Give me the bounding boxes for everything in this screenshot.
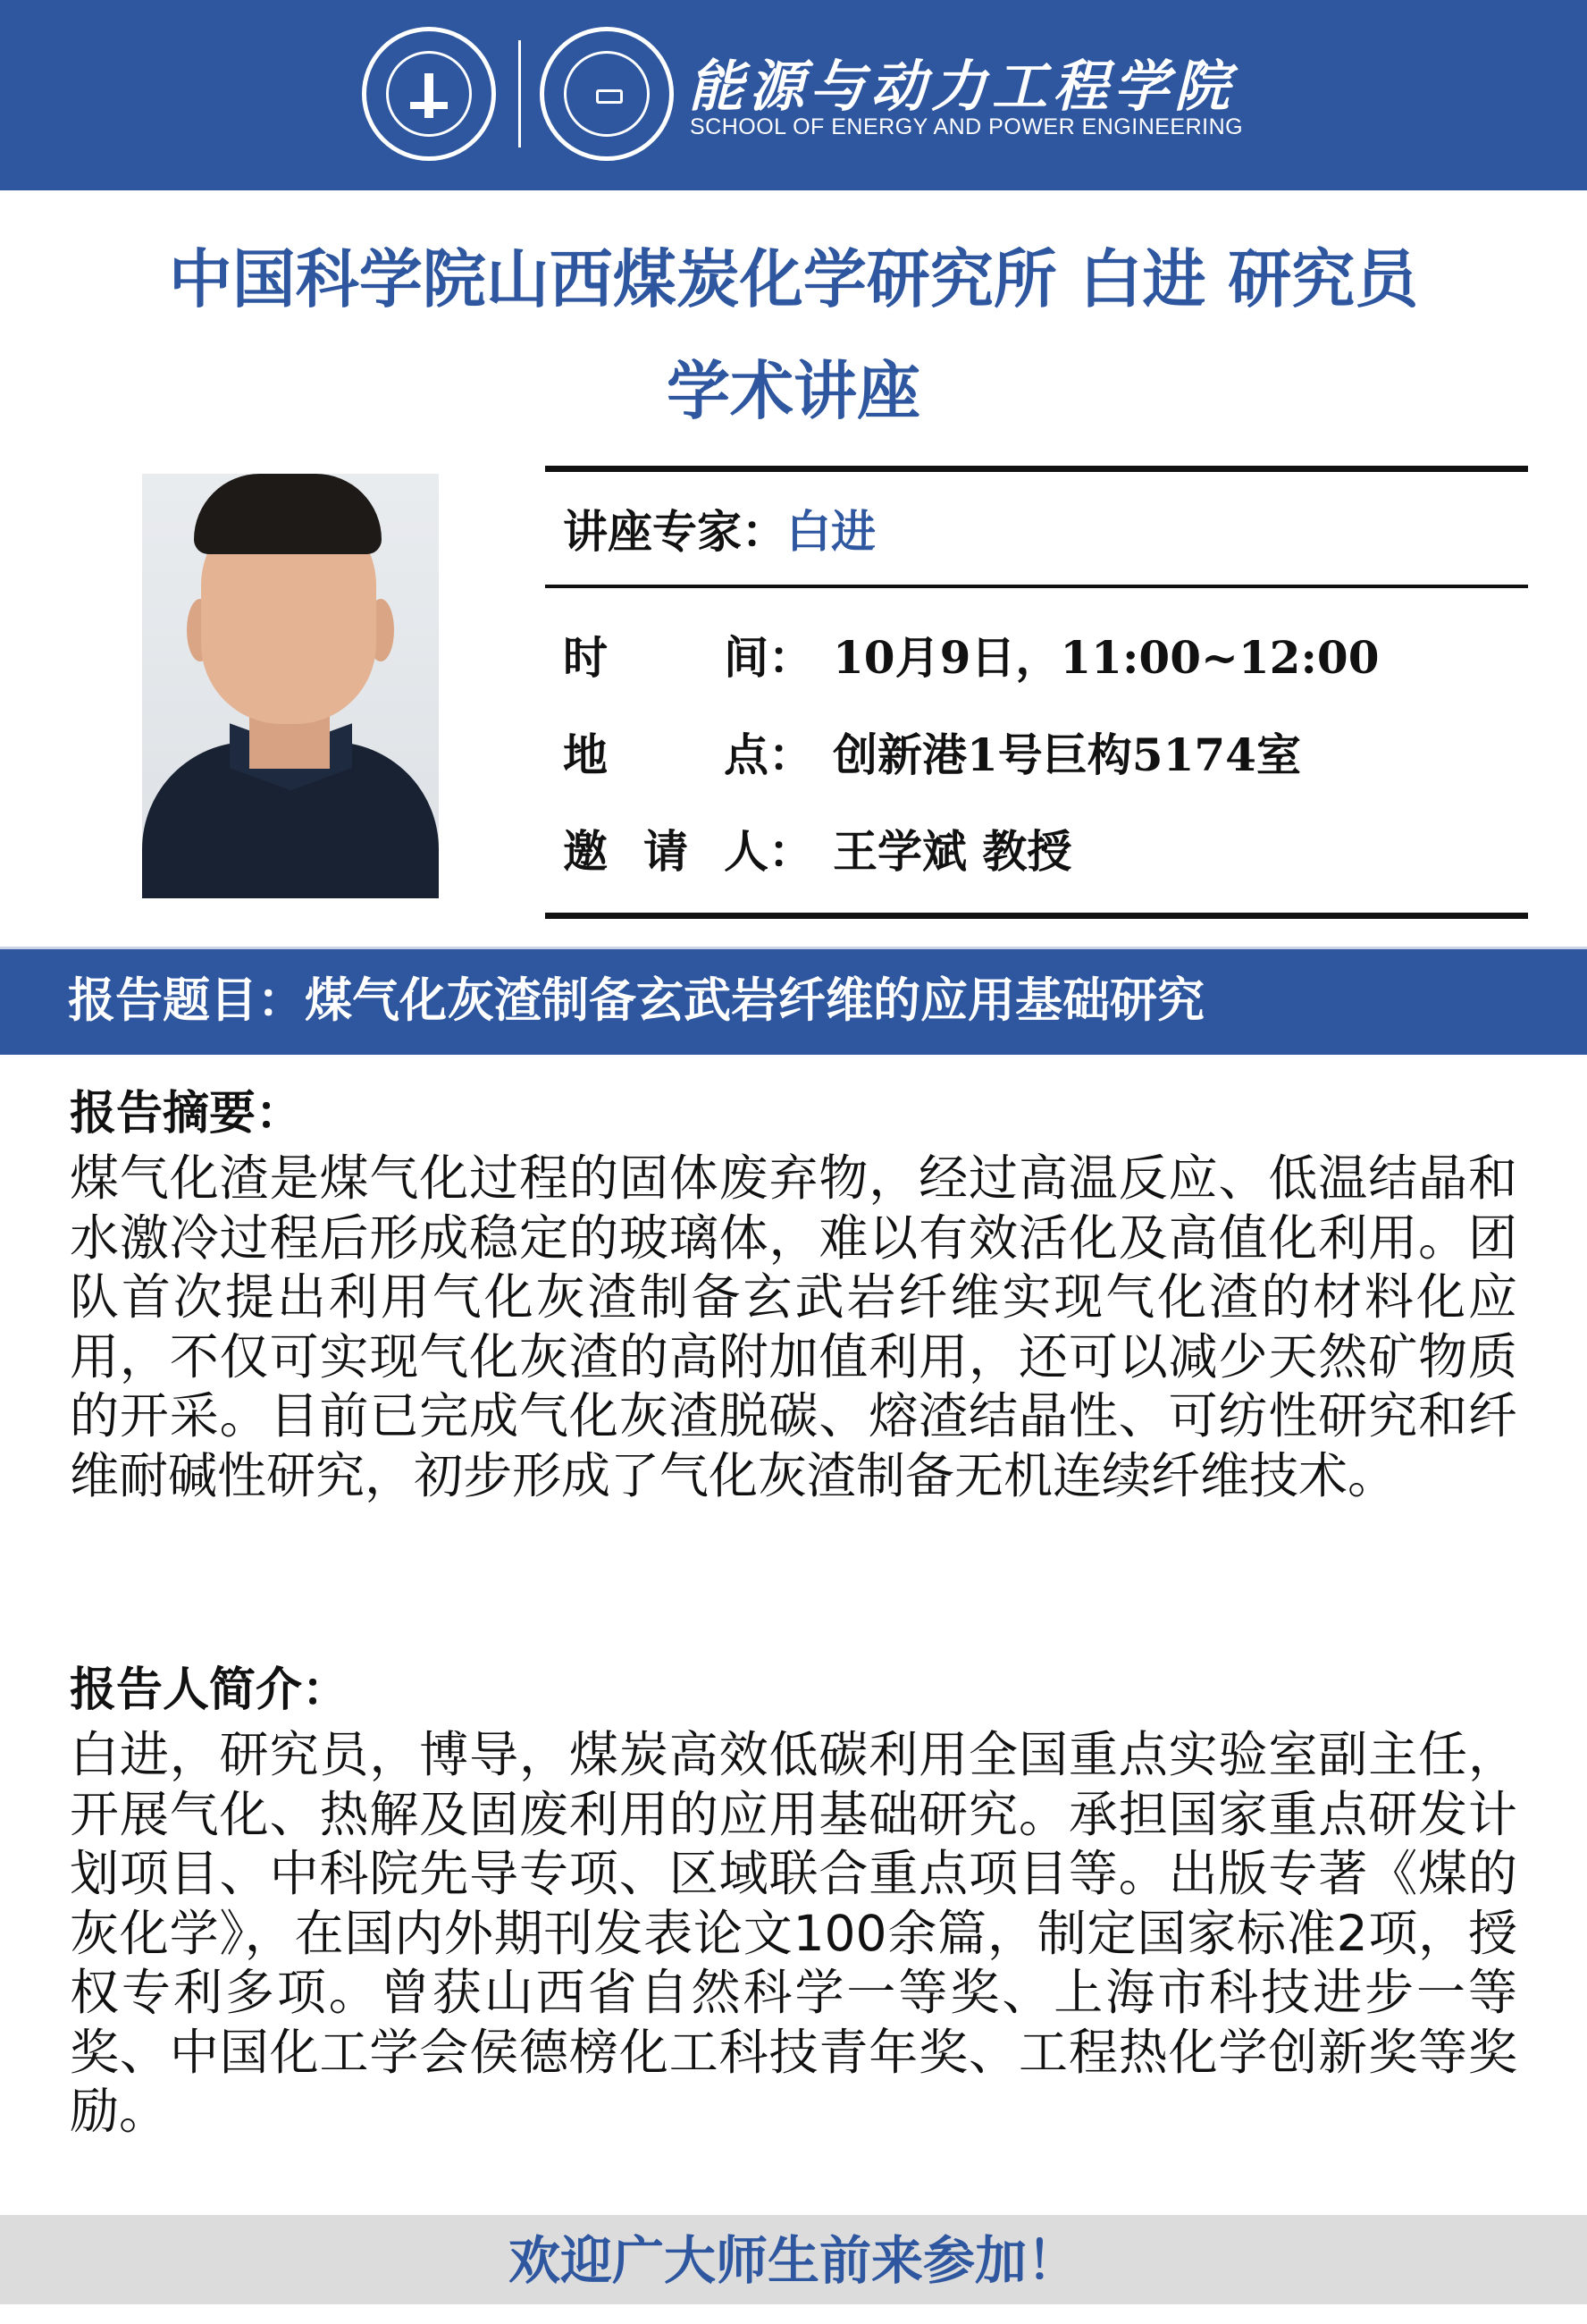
place-value: 创新港1号巨构5174室 xyxy=(833,728,1301,781)
bio-heading: 报告人简介： xyxy=(70,1663,349,1717)
bio-text: 白进，研究员，博导，煤炭高效低碳利用全国重点实验室副主任，开展气化、热解及固废利用的应用基础研究。承担国家重点研发计划项目、中科院先导专项、区域联合重点项目等。出版专著《煤的灰化学》，在国内外期刊发表论文100余篇，制定国家标准2项，授权专利多项。曾获山西省自然科学一等奖、上海市科技进步一等奖、中国化工学会侯德榜化工科技青年奖、工程热化学创新奖等奖励。 xyxy=(70,1726,1517,2140)
school-logo-mark xyxy=(596,89,623,104)
info-top-rule xyxy=(545,466,1528,472)
page-title-line2: 学术讲座 xyxy=(666,354,920,428)
time-label-char1: 时 xyxy=(563,632,608,684)
host-label-char1: 邀 xyxy=(563,826,608,878)
school-logo xyxy=(540,27,674,161)
school-name-en: SCHOOL OF ENERGY AND POWER ENGINEERING xyxy=(690,114,1244,139)
abstract-text: 煤气化渣是煤气化过程的固体废弃物，经过高温反应、低温结晶和水激冷过程后形成稳定的玻璃体，难以有效活化及高值化利用。团队首次提出利用气化灰渣制备玄武岩纤维实现气化渣的材料化应用，不仅可实现气化灰渣的高附加值利用，还可以减少天然矿物质的开采。目前已完成气化灰渣脱碳、熔渣结晶性、可纺性研究和纤维耐碱性研究，初步形成了气化灰渣制备无机连续纤维技术。 xyxy=(70,1149,1517,1504)
host-value: 王学斌 教授 xyxy=(833,825,1072,878)
host-label-char3: 人： xyxy=(724,826,813,878)
photo-hair xyxy=(194,474,382,554)
place-label-char2: 点： xyxy=(724,729,813,781)
school-name-cn: 能源与动力工程学院 xyxy=(688,54,1236,119)
topic-title: 报告题目：煤气化灰渣制备玄武岩纤维的应用基础研究 xyxy=(68,973,1205,1028)
school-logo-ring xyxy=(564,51,650,137)
time-value: 10月9日，11:00~12:00 xyxy=(833,631,1380,684)
header-banner xyxy=(0,0,1587,190)
topic-bar xyxy=(0,947,1587,1055)
expert-label: 讲座专家： xyxy=(563,506,786,558)
footer-bar xyxy=(0,2215,1587,2304)
university-logo xyxy=(362,27,496,161)
page-title-line1: 中国科学院山西煤炭化学研究所 白进 研究员 xyxy=(168,242,1419,316)
expert-row xyxy=(563,505,876,559)
expert-name: 白进 xyxy=(786,506,876,558)
university-logo-ring xyxy=(386,51,472,137)
footer-welcome-text: 欢迎广大师生前来参加！ xyxy=(508,2230,1079,2291)
speaker-photo xyxy=(142,474,439,898)
place-label-char1: 地 xyxy=(563,729,608,781)
info-mid-rule xyxy=(545,585,1528,588)
time-label-char2: 间： xyxy=(724,632,813,684)
host-label-char2: 请 xyxy=(643,826,688,878)
logo-divider xyxy=(518,40,521,147)
info-bottom-rule xyxy=(545,913,1528,919)
logo-tower-shape xyxy=(424,73,433,118)
logo-base-shape xyxy=(410,102,448,109)
abstract-heading: 报告摘要： xyxy=(70,1087,303,1141)
